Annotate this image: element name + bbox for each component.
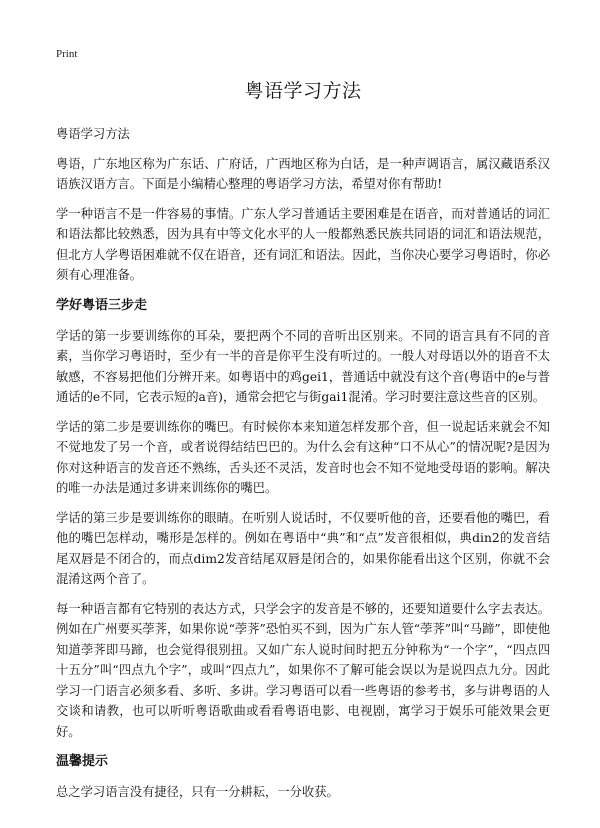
expression-paragraph: 每一种语言都有它特别的表达方式，只学会字的发音是不够的，还要知道要什么字去表达。例如在广州要买荸荠，如果你说“荸荠”恐怕买不到，因为广东人管“荸荠”叫“马蹄”，即使他知道荸荠即马蹄，也会觉得很别扭。又如广东人说时间时把五分钟称为“一个字”，“四点四十五分”叫“四点九个字”，或叫“四点九”，如果你不了解可能会误以为是说四点九分。因此学习一门语言必须多看、多听、多讲。学习粤语可以看一些粤语的参考书，多与讲粤语的人交谈和请教，也可以听听粤语歌曲或看看粤语电影、电视剧，寓学习于娱乐可能效果会更好。 [56,601,550,739]
document-subtitle: 粤语学习方法 [56,127,130,141]
tips-paragraph: 总之学习语言没有捷径，只有一分耕耘，一分收获。 [56,785,339,799]
print-label: Print [56,48,78,60]
step-two-paragraph: 学话的第二步是要训练你的嘴巴。有时候你本来知道怎样发那个音，但一说起话来就会不知不觉地发了另一个音，或者说得结结巴巴的。为什么会有这种“口不从心”的情况呢?是因为你对这种语言的发音还不熟练，舌头还不灵活，发音时也会不知不觉地受母语的影响。解决的唯一办法是通过多讲来训练你的嘴巴。 [56,419,550,495]
section-heading-three-steps: 学好粤语三步走 [56,297,148,313]
document-body [56,78,550,812]
intro-paragraph-1: 粤语，广东地区称为广东话、广府话，广西地区称为白话，是一种声调语言，属汉藏语系汉语族汉语方言。下面是小编精心整理的粤语学习方法，希望对你有帮助! [56,156,550,191]
step-one-paragraph: 学话的第一步要训练你的耳朵，要把两个不同的音听出区别来。不同的语言具有不同的音素，当你学习粤语时，至少有一半的音是你平生没有听过的。一般人对母语以外的语音不太敏感，不容易把他们分辨开来。如粤语中的鸡gei1，普通话中就没有这个音(粤语中的e与普通话的e不同，它表示短的a音)，通常会把它与街gai1混淆。学习时要注意这些音的区别。 [56,328,550,404]
step-three-paragraph: 学话的第三步是要训练你的眼睛。在听别人说话时，不仅要听他的音，还要看他的嘴巴，看他的嘴巴怎样动，嘴形是怎样的。例如在粤语中“典”和“点”发音很相似，典din2的发音结尾双唇是不闭合的，而点dim2发音结尾双唇是闭合的，如果你能看出这个区别，你就不会混淆这两个音了。 [56,510,550,586]
page-title: 粤语学习方法 [244,80,362,102]
section-heading-tips: 温馨提示 [56,754,109,769]
intro-paragraph-2: 学一种语言不是一件容易的事情。广东人学习普通话主要困难是在语音，而对普通话的词汇和语法都比较熟悉，因为具有中等文化水平的人一般都熟悉民族共同语的词汇和语法规范，但北方人学粤语困难就不仅在语音，还有词汇和语法。因此，当你决心要学习粤语时，你必须有心理准备。 [56,206,550,282]
